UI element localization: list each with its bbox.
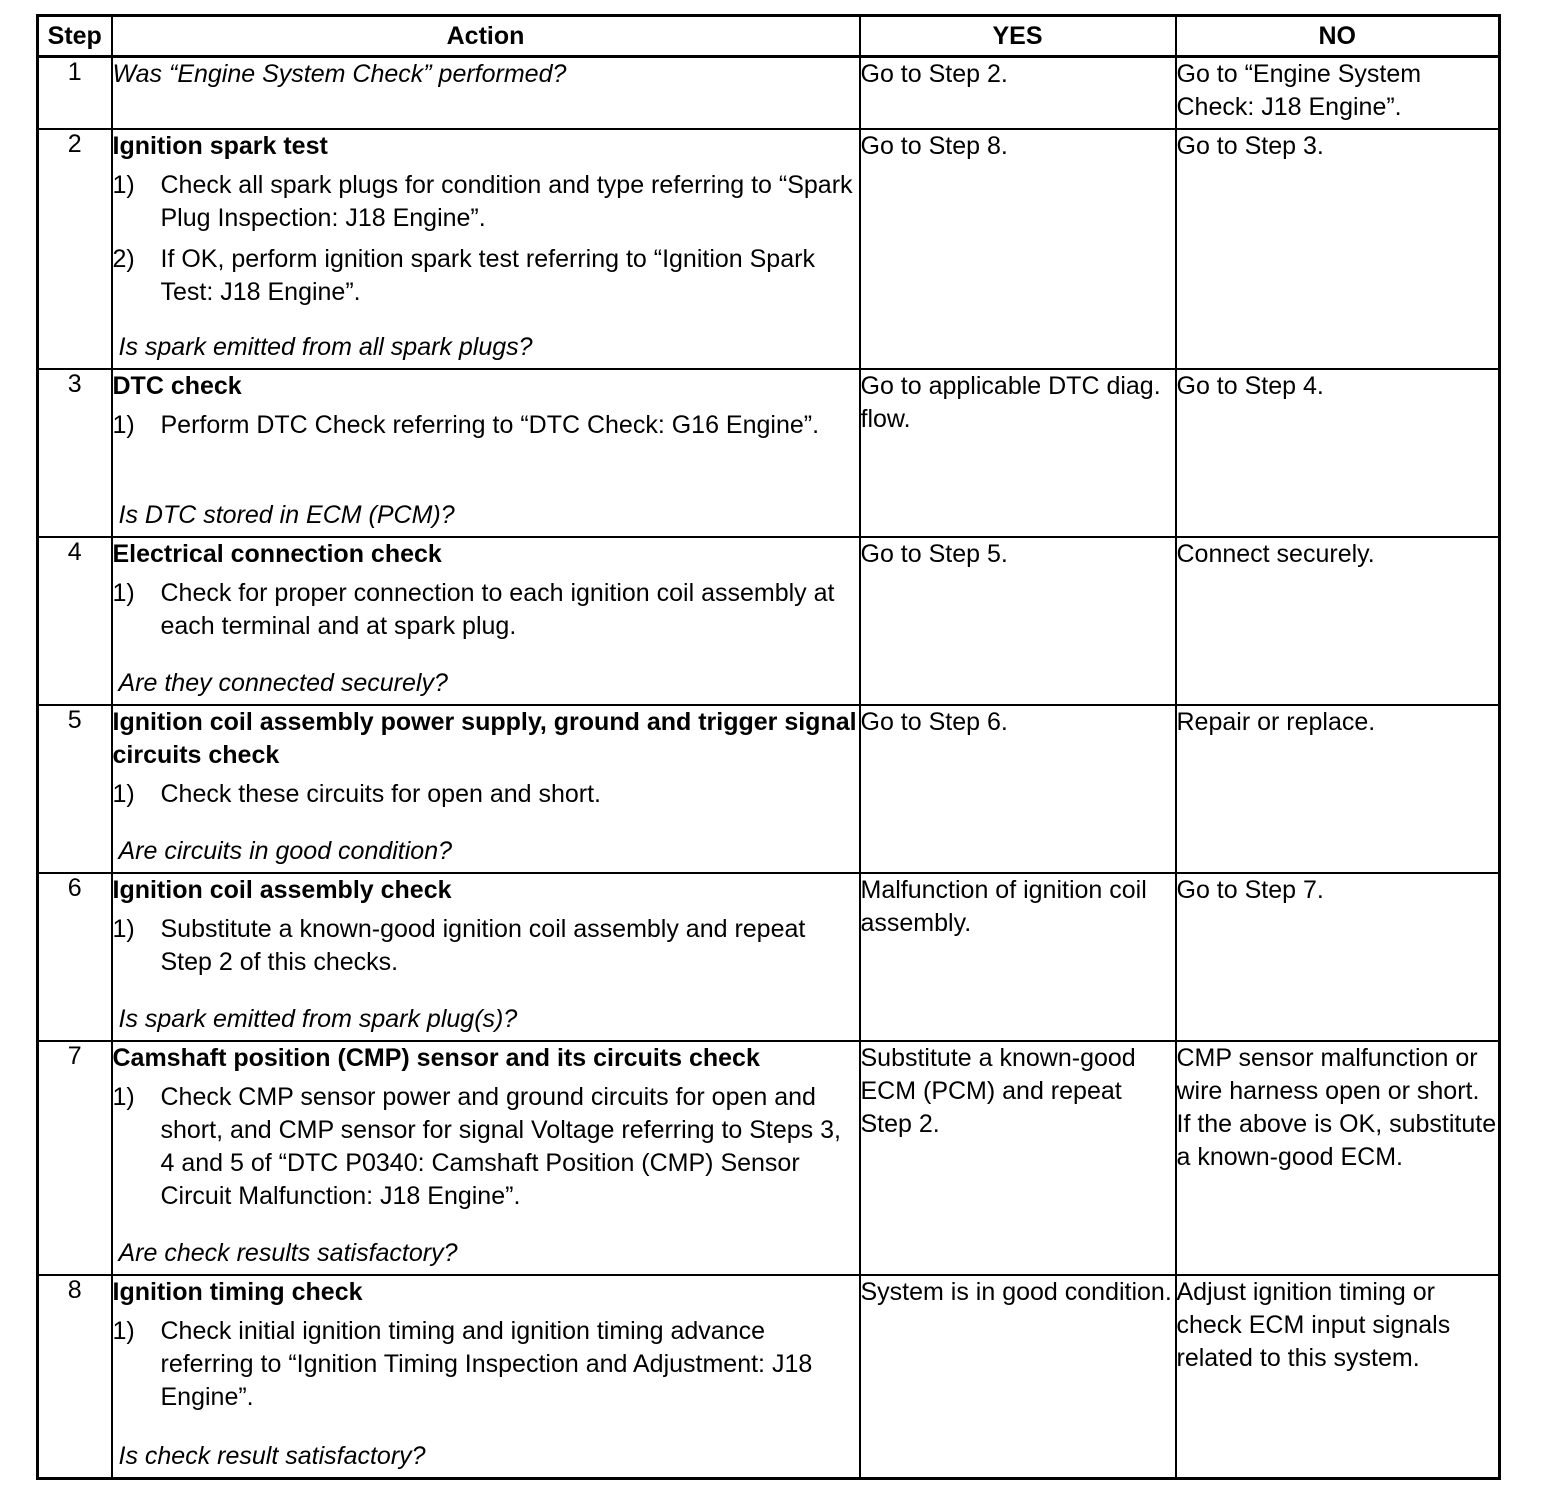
header-action: Action	[112, 16, 860, 57]
substep-text: Check CMP sensor power and ground circuits for open and short, and CMP sensor for signal Voltage referring to Steps 3, 4 and 5 of “DTC P0340: Camshaft Position (CMP) Sensor Circuit Malfunction: J18 Engine”.	[160, 1082, 841, 1210]
action-cell	[112, 57, 860, 129]
step-number: 7	[38, 1041, 112, 1275]
step-number: 4	[38, 537, 112, 705]
header-no: NO	[1176, 16, 1500, 57]
action-cell	[112, 369, 860, 537]
yes-cell: Go to Step 2.	[860, 57, 1176, 129]
action-cell	[112, 873, 860, 1041]
step-number: 2	[38, 129, 112, 369]
action-cell	[112, 1275, 860, 1479]
yes-cell: Malfunction of ignition coil assembly.	[860, 873, 1176, 1041]
step-number: 5	[38, 705, 112, 873]
action-question: Is DTC stored in ECM (PCM)?	[118, 500, 455, 529]
substep-item	[113, 1315, 859, 1414]
yes-cell: Go to Step 5.	[860, 537, 1176, 705]
substep-item	[113, 913, 859, 979]
table-row	[38, 369, 1500, 537]
substep-item	[113, 1081, 859, 1213]
no-cell: CMP sensor malfunction or wire harness open or short. If the above is OK, substitute a known-good ECM.	[1176, 1041, 1500, 1275]
step-number: 8	[38, 1275, 112, 1479]
substep-text: Check all spark plugs for condition and type referring to “Spark Plug Inspection: J18 Engine”.	[160, 170, 853, 232]
action-question: Are circuits in good condition?	[118, 836, 453, 865]
substep-number: 1)	[112, 170, 135, 199]
table-row	[38, 129, 1500, 369]
substep-item	[113, 169, 859, 235]
yes-cell: Go to applicable DTC diag. flow.	[860, 369, 1176, 537]
substep-list	[113, 778, 859, 811]
substep-list	[113, 1315, 859, 1414]
action-question: Was “Engine System Check” performed?	[112, 60, 567, 88]
no-cell: Connect securely.	[1176, 537, 1500, 705]
no-cell: Adjust ignition timing or check ECM input signals related to this system.	[1176, 1275, 1500, 1479]
substep-number: 1)	[112, 1316, 135, 1345]
action-title: Ignition spark test	[112, 131, 328, 160]
action-title: Ignition timing check	[112, 1277, 363, 1306]
no-cell: Go to Step 3.	[1176, 129, 1500, 369]
substep-list	[113, 169, 859, 309]
substep-item	[113, 577, 859, 643]
substep-number: 1)	[112, 779, 135, 808]
substep-text: Check for proper connection to each ignition coil assembly at each terminal and at spark plug.	[160, 578, 835, 640]
action-question: Is spark emitted from all spark plugs?	[118, 332, 533, 361]
table-row	[38, 705, 1500, 873]
action-cell	[112, 129, 860, 369]
substep-number: 1)	[112, 914, 135, 943]
header-step: Step	[38, 16, 112, 57]
substep-text: Check initial ignition timing and ignition timing advance referring to “Ignition Timing Inspection and Adjustment: J18 Engine”.	[160, 1316, 813, 1411]
no-cell: Go to “Engine System Check: J18 Engine”.	[1176, 57, 1500, 129]
yes-cell: Go to Step 8.	[860, 129, 1176, 369]
substep-number: 1)	[112, 410, 135, 439]
yes-cell: Substitute a known-good ECM (PCM) and repeat Step 2.	[860, 1041, 1176, 1275]
action-cell	[112, 1041, 860, 1275]
substep-number: 1)	[112, 578, 135, 607]
substep-item	[113, 778, 859, 811]
action-cell	[112, 537, 860, 705]
substep-text: Substitute a known-good ignition coil assembly and repeat Step 2 of this checks.	[160, 914, 806, 976]
table-row	[38, 1041, 1500, 1275]
substep-list	[113, 913, 859, 979]
substep-text: Perform DTC Check referring to “DTC Check: G16 Engine”.	[160, 410, 820, 439]
action-title: Camshaft position (CMP) sensor and its circuits check	[112, 1043, 760, 1072]
step-number: 6	[38, 873, 112, 1041]
substep-number: 2)	[112, 244, 135, 273]
substep-number: 1)	[112, 1082, 135, 1111]
action-title: Ignition coil assembly check	[112, 875, 452, 904]
substep-text: If OK, perform ignition spark test referring to “Ignition Spark Test: J18 Engine”.	[160, 244, 815, 306]
table-header-row	[38, 16, 1500, 57]
table-row	[38, 873, 1500, 1041]
action-question: Is spark emitted from spark plug(s)?	[118, 1004, 518, 1033]
action-question: Are check results satisfactory?	[118, 1238, 458, 1267]
no-cell: Go to Step 4.	[1176, 369, 1500, 537]
diagnostic-flow-table	[36, 14, 1501, 1480]
yes-cell: System is in good condition.	[860, 1275, 1176, 1479]
substep-item	[113, 409, 859, 442]
action-question: Is check result satisfactory?	[118, 1442, 426, 1470]
no-cell: Repair or replace.	[1176, 705, 1500, 873]
step-number: 1	[38, 57, 112, 129]
substep-text: Check these circuits for open and short.	[160, 779, 602, 808]
no-cell: Go to Step 7.	[1176, 873, 1500, 1041]
substep-list	[113, 409, 859, 442]
header-yes: YES	[860, 16, 1176, 57]
action-cell	[112, 705, 860, 873]
table-row	[38, 537, 1500, 705]
table-row	[38, 1275, 1500, 1479]
step-number: 3	[38, 369, 112, 537]
action-title: DTC check	[112, 371, 242, 400]
substep-item	[113, 243, 859, 309]
action-title: Ignition coil assembly power supply, ground and trigger signal circuits check	[112, 707, 857, 769]
action-title: Electrical connection check	[112, 539, 442, 568]
yes-cell: Go to Step 6.	[860, 705, 1176, 873]
action-question: Are they connected securely?	[118, 668, 448, 697]
substep-list	[113, 1081, 859, 1213]
substep-list	[113, 577, 859, 643]
table-row	[38, 57, 1500, 129]
